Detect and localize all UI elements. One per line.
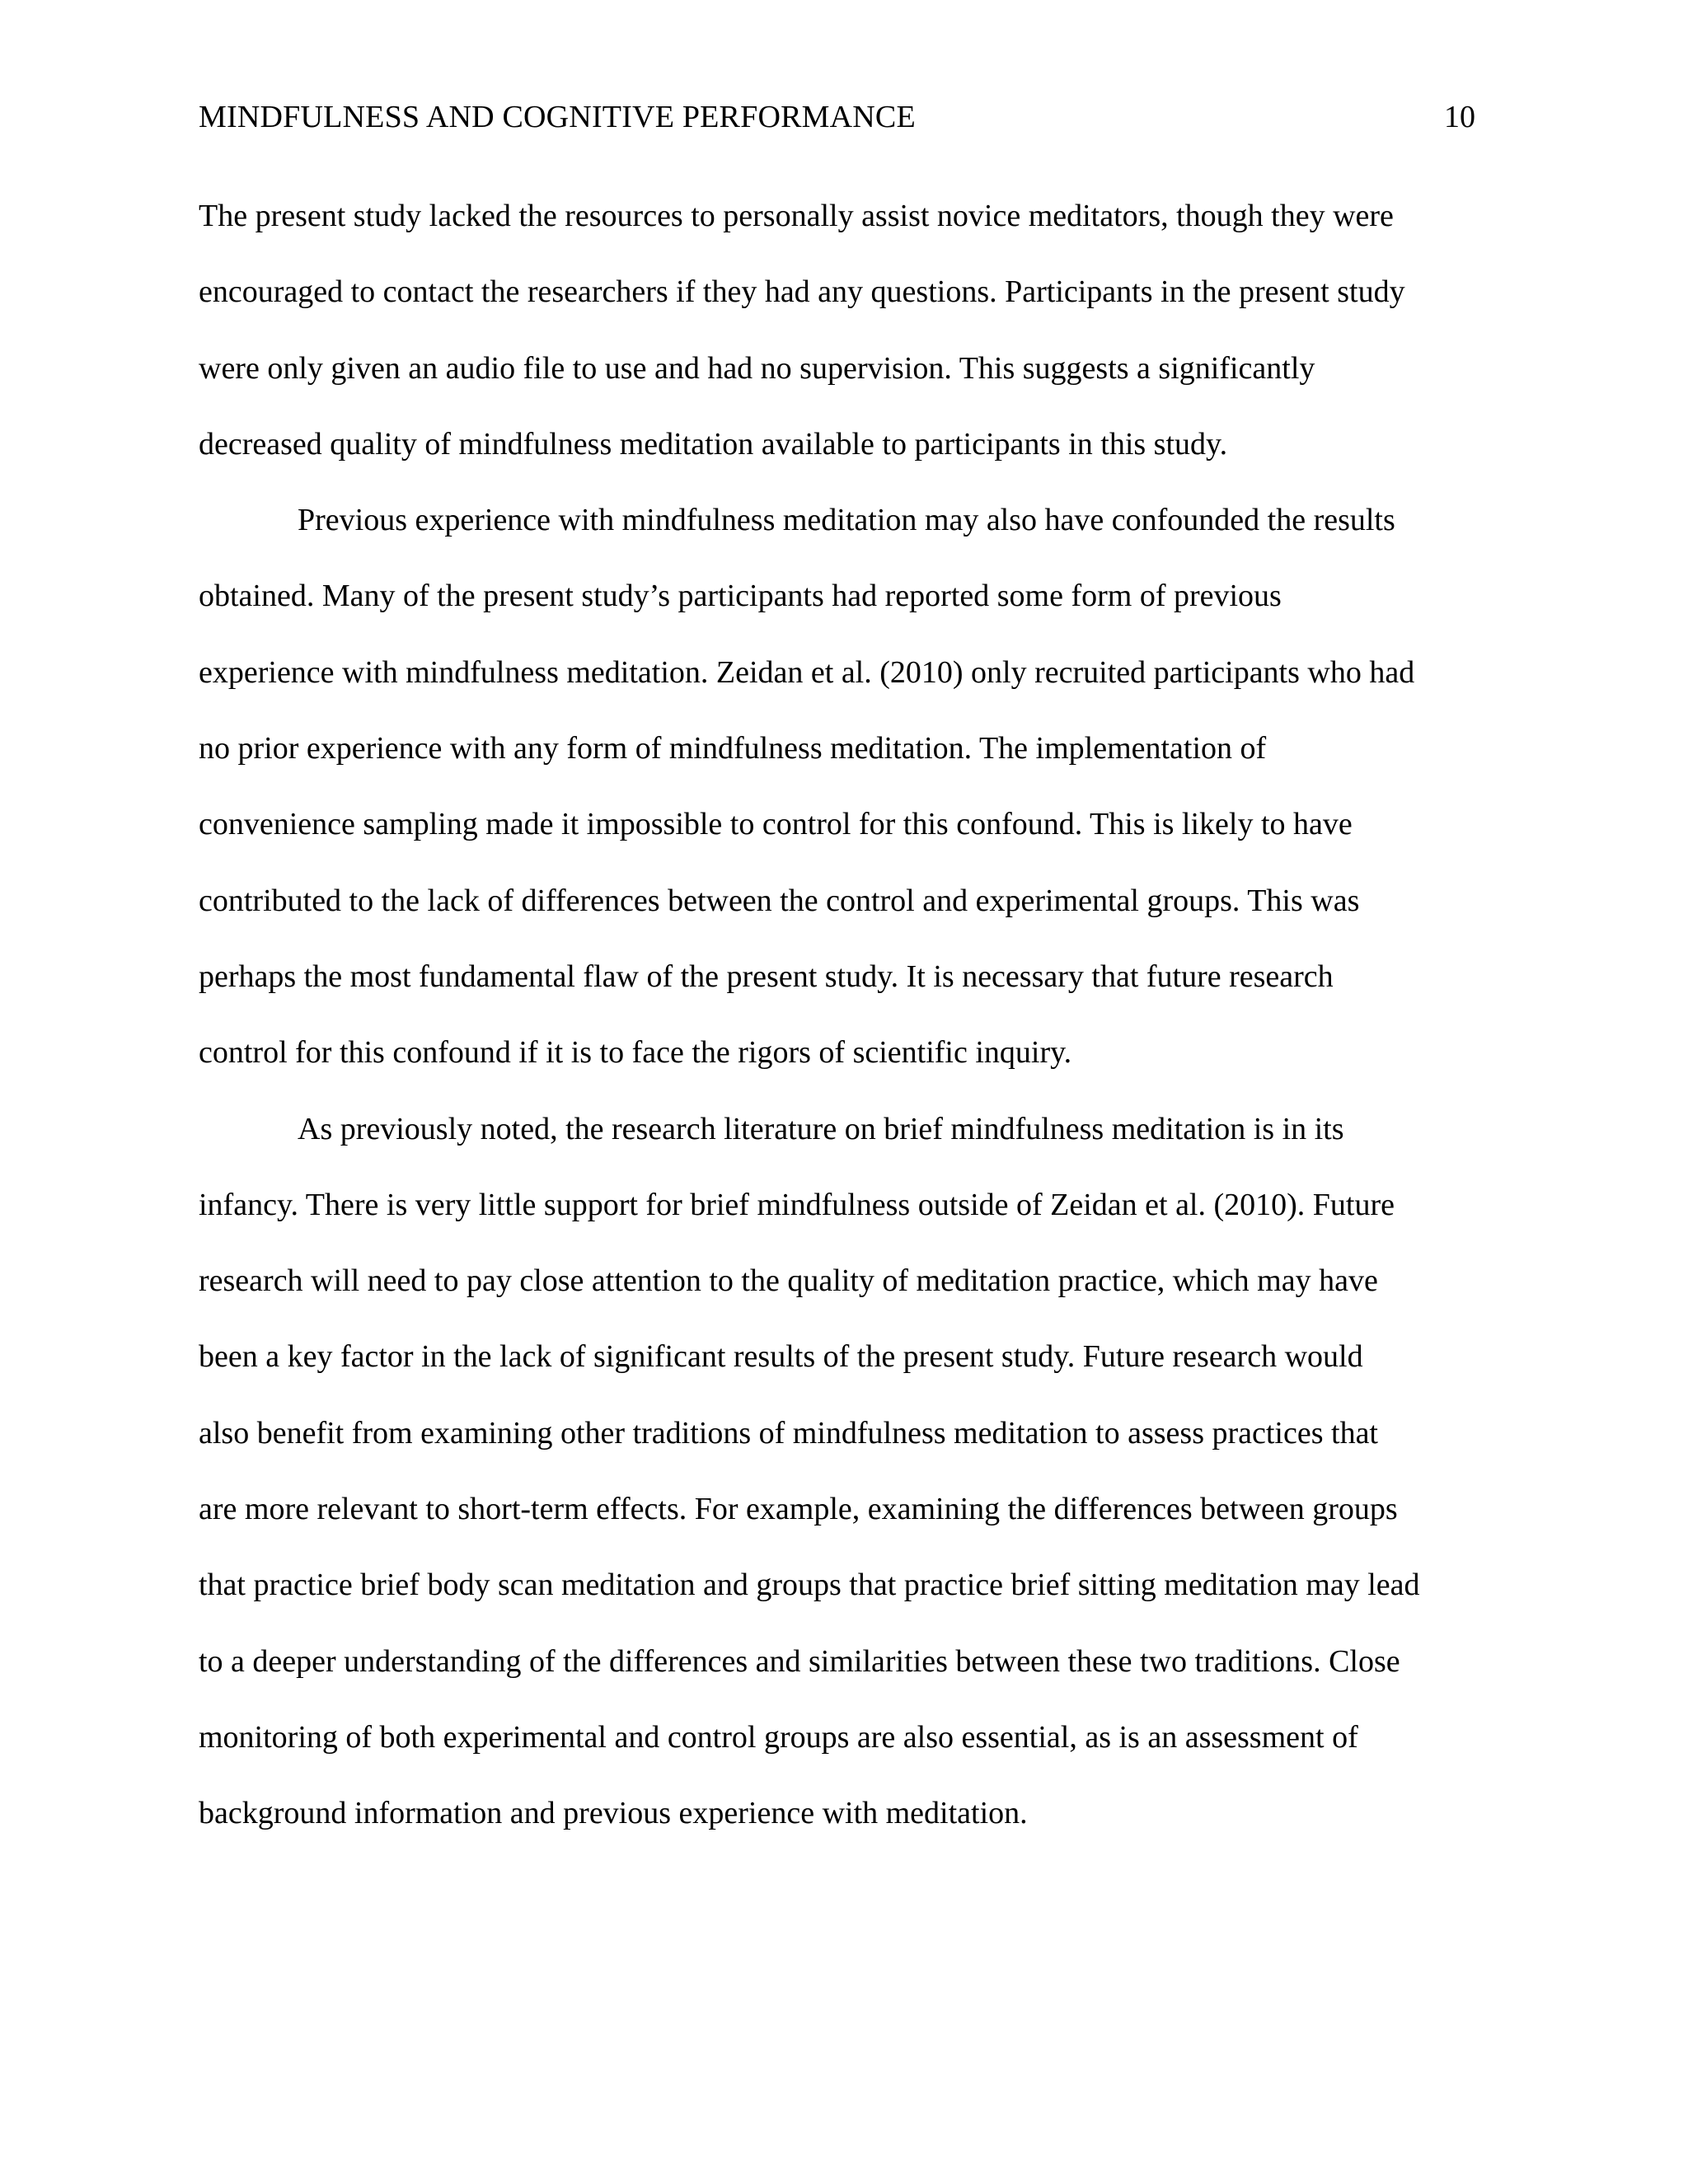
text-line: were only given an audio file to use and had no supervision. This suggests a significantly <box>199 350 1315 386</box>
text-line: no prior experience with any form of mindfulness meditation. The implementation of <box>199 731 1267 766</box>
text-line: research will need to pay close attention to the quality of meditation practice, which may have <box>199 1263 1378 1299</box>
text-line: control for this confound if it is to face the rigors of scientific inquiry. <box>199 1035 1072 1071</box>
text-line: background information and previous experience with meditation. <box>199 1796 1028 1831</box>
text-line: also benefit from examining other traditions of mindfulness meditation to assess practices that <box>199 1415 1378 1451</box>
text-line: that practice brief body scan meditation and groups that practice brief sitting meditation may lead <box>199 1568 1420 1603</box>
running-head: MINDFULNESS AND COGNITIVE PERFORMANCE <box>199 100 916 134</box>
text-line: obtained. Many of the present study’s participants had reported some form of previous <box>199 579 1282 614</box>
text-line: perhaps the most fundamental flaw of the present study. It is necessary that future research <box>199 958 1334 994</box>
text-line: experience with mindfulness meditation. Zeidan et al. (2010) only recruited participants who had <box>199 654 1415 690</box>
text-line: As previously noted, the research literature on brief mindfulness meditation is in its <box>298 1111 1344 1146</box>
text-line: monitoring of both experimental and control groups are also essential, as is an assessment of <box>199 1719 1358 1755</box>
page-number: 10 <box>1444 100 1475 134</box>
text-line: convenience sampling made it impossible to control for this confound. This is likely to have <box>199 807 1353 842</box>
body-text <box>199 196 1517 1870</box>
text-line: are more relevant to short-term effects. For example, examining the differences between groups <box>199 1492 1398 1527</box>
text-line: contributed to the lack of differences between the control and experimental groups. This was <box>199 883 1360 918</box>
text-line: encouraged to contact the researchers if they had any questions. Participants in the present study <box>199 274 1405 310</box>
text-line: infancy. There is very little support for brief mindfulness outside of Zeidan et al. (2010). Future <box>199 1187 1395 1222</box>
text-line: The present study lacked the resources to personally assist novice meditators, though they were <box>199 199 1394 233</box>
text-line: decreased quality of mindfulness meditation available to participants in this study. <box>199 426 1228 462</box>
text-line: Previous experience with mindfulness meditation may also have confounded the results <box>298 503 1395 538</box>
text-line: been a key factor in the lack of significant results of the present study. Future research would <box>199 1339 1363 1375</box>
text-line: to a deeper understanding of the differences and similarities between these two traditions. Close <box>199 1643 1400 1679</box>
